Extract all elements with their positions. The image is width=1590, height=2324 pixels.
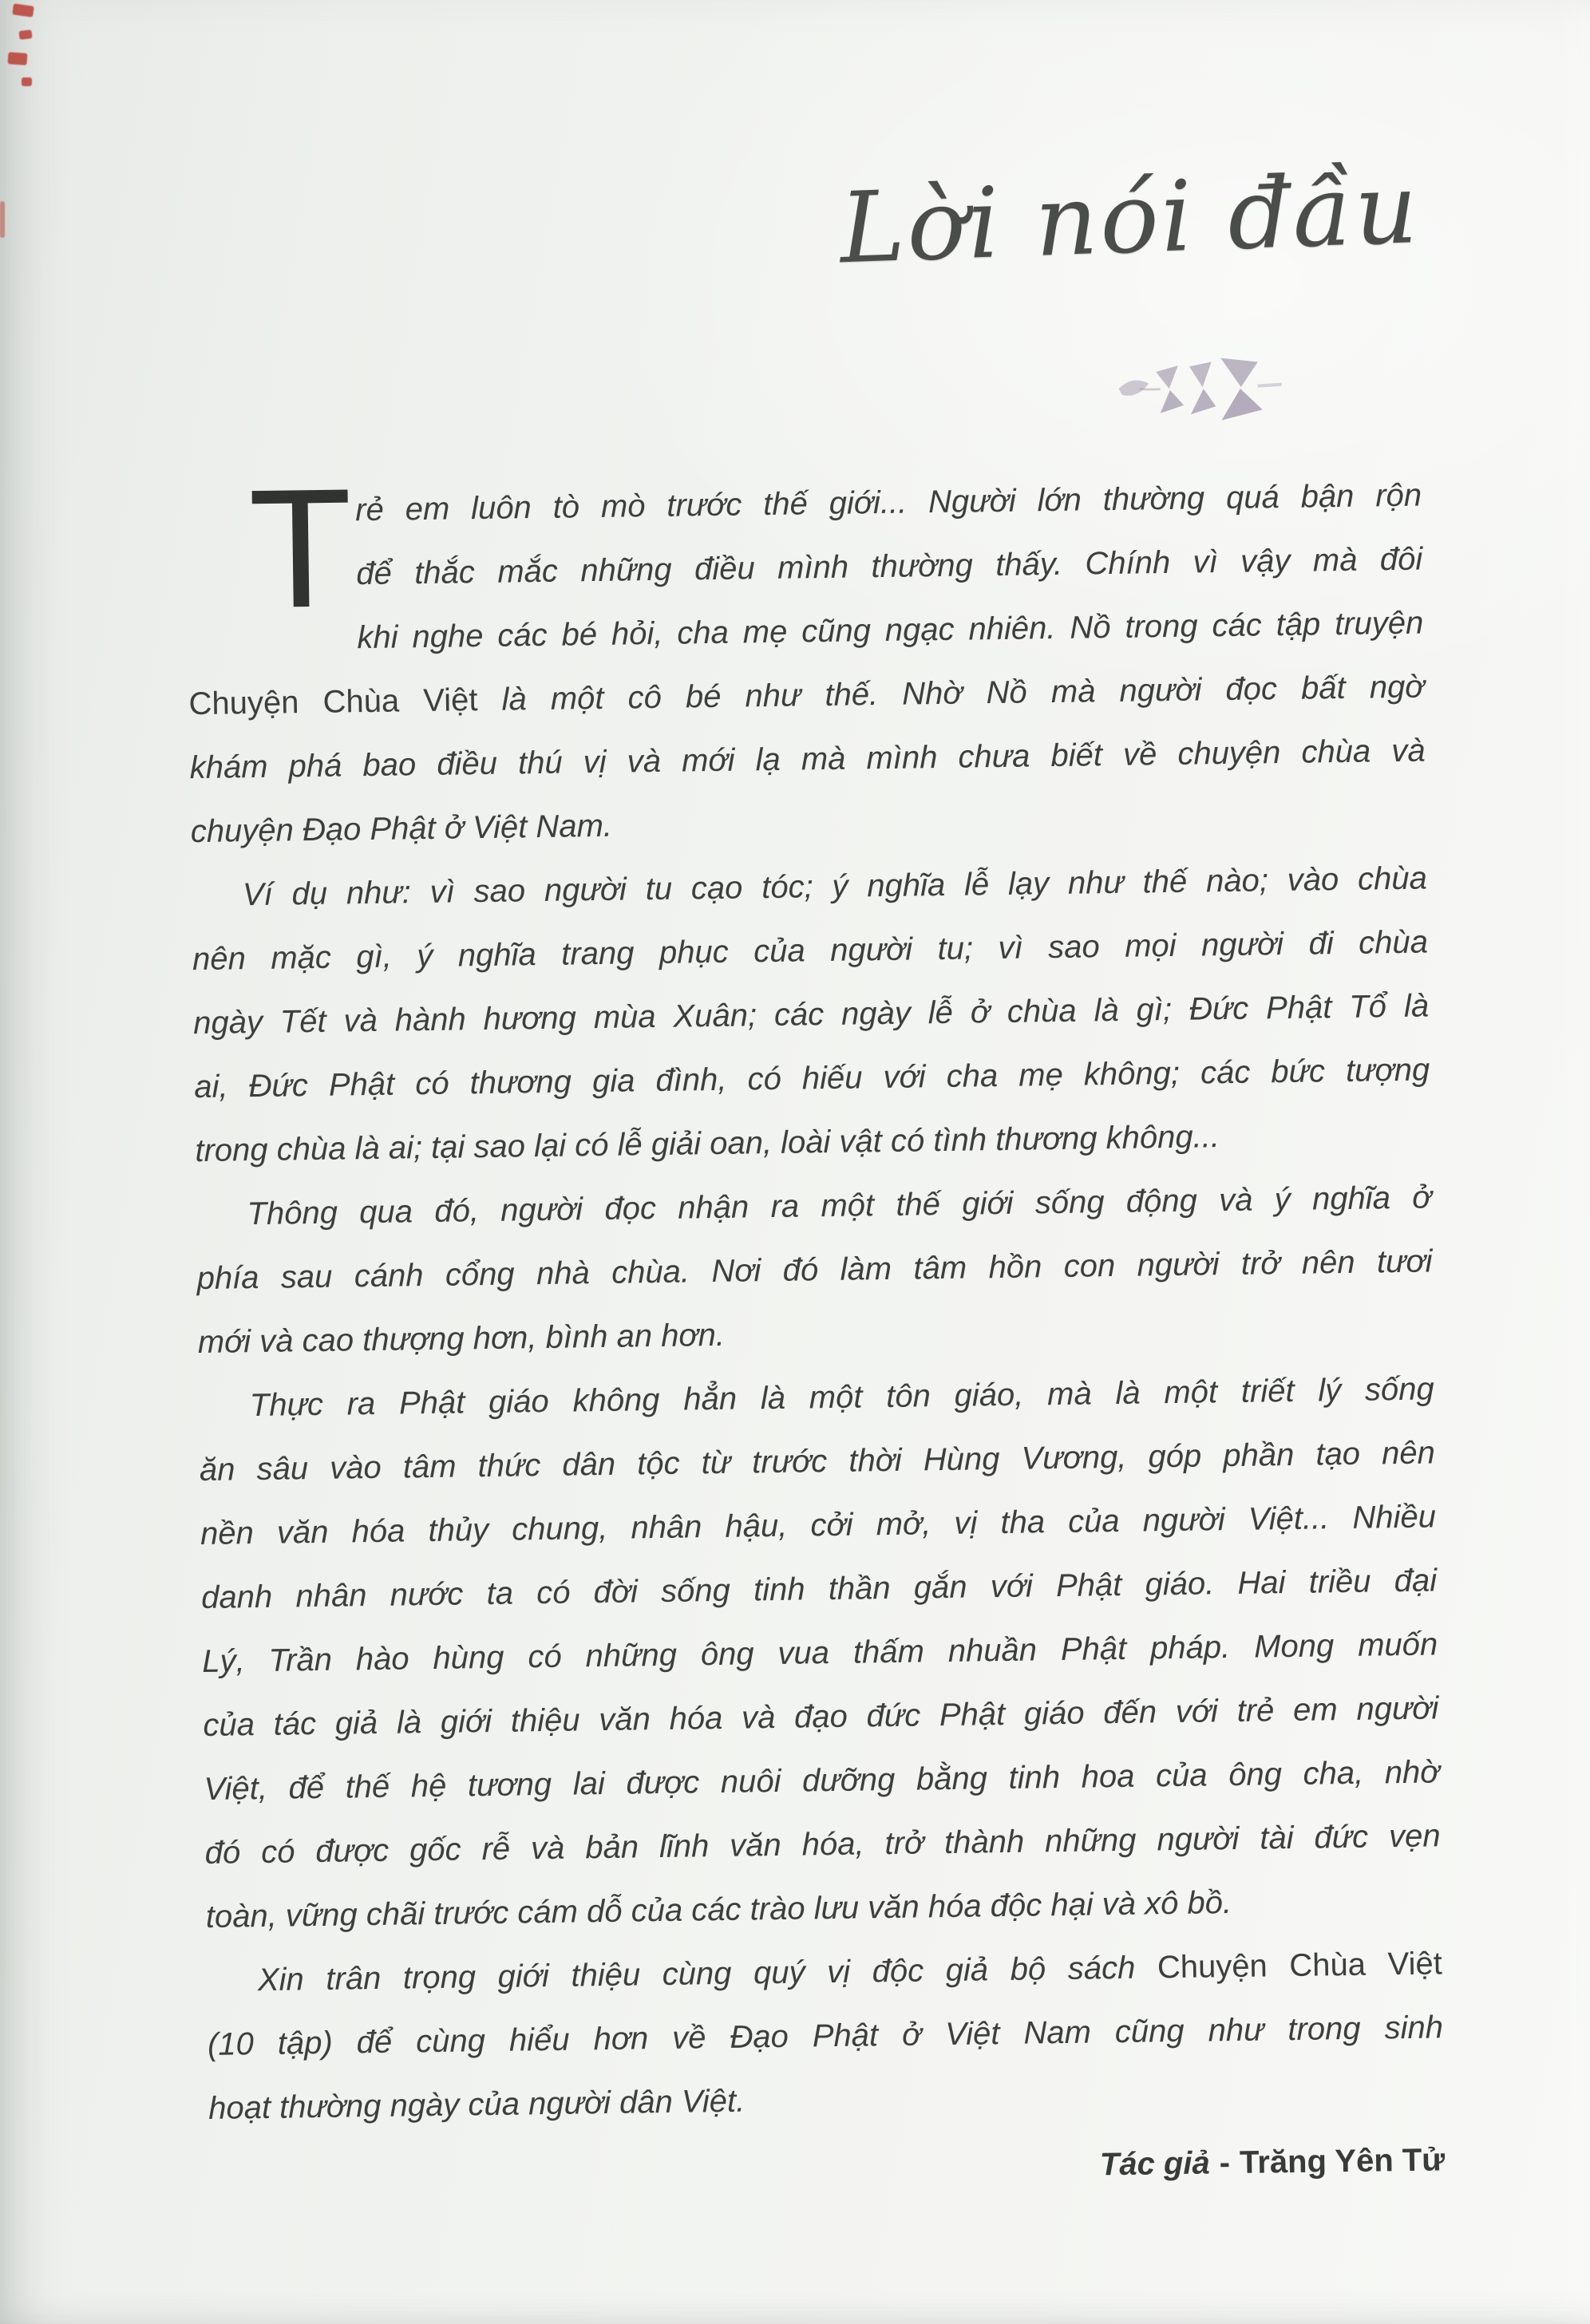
text-segment: đó có được gốc rễ và bản lĩnh văn hóa, trở thành những người tài đức vẹn: [204, 1818, 1441, 1871]
paragraph: [198, 1357, 1442, 1949]
book-title-inline: Chuyện Chùa Việt: [1157, 1946, 1443, 1986]
paragraph: [206, 1931, 1444, 2140]
text-segment: (10 tập) để cùng hiểu hơn về Đạo Phật ở Việt Nam cũng như trong sinh: [207, 2010, 1444, 2062]
text-segment: Xin trân trọng giới thiệu cùng quý vị độc giả bộ sách: [257, 1950, 1158, 1998]
text-segment: để thắc mắc những điều mình thường thấy. Chính vì vậy mà đôi: [356, 541, 1423, 592]
signature-author: Trăng Yên Tử: [1239, 2142, 1446, 2180]
text-segment: hoạt thường ngày của người dân Việt.: [208, 2083, 746, 2126]
text-segment: ngày Tết và hành hương mùa Xuân; các ngày lễ ở chùa là gì; Đức Phật Tổ là: [192, 988, 1430, 1041]
text-segment: của tác giả là giới thiệu văn hóa và đạo đức Phật giáo đến với trẻ em người: [203, 1690, 1439, 1743]
text-segment: trong chùa là ai; tại sao lại có lễ giải oan, loài vật có tình thương không...: [195, 1119, 1220, 1169]
text-segment: mới và cao thượng hơn, bình an hơn.: [197, 1317, 726, 1361]
text-segment: Lý, Trần hào hùng có những ông vua thấm nhuần Phật pháp. Mong muốn: [202, 1626, 1438, 1680]
paragraph: [191, 846, 1430, 1183]
text-segment: nền văn hóa thủy chung, nhân hậu, cởi mở, vị tha của người Việt... Nhiều: [200, 1499, 1437, 1552]
paragraph: [196, 1165, 1434, 1374]
text-segment: Thông qua đó, người đọc nhận ra một thế giới sống động và ý nghĩa ở: [247, 1180, 1432, 1232]
text-segment: chuyện Đạo Phật ở Việt Nam.: [190, 808, 613, 850]
author-signature: [209, 2128, 1446, 2209]
text-segment: Ví dụ như: vì sao người tu cạo tóc; ý nghĩa lễ lạy như thế nào; vào chùa: [242, 860, 1428, 913]
body-text: [186, 453, 1446, 2209]
page-title: Lời nói đầu: [838, 151, 1422, 286]
text-segment: khám phá bao điều thú vị và mới lạ mà mình chưa biết về chuyện chùa và: [189, 733, 1426, 786]
signature-separator: -: [1219, 2145, 1231, 2181]
flourish-ornament-icon: [1113, 350, 1286, 441]
text-segment: khi nghe các bé hỏi, cha mẹ cũng ngạc nhiên. Nồ trong các tập truyện: [357, 605, 1424, 656]
text-segment: nên mặc gì, ý nghĩa trang phục của người tu; vì sao mọi người đi chùa: [192, 924, 1429, 978]
text-segment: Việt, để thế hệ tương lai được nuôi dưỡng bằng tinh hoa của ông cha, nhờ: [204, 1754, 1440, 1807]
text-segment: rẻ em luôn tò mò trước thế giới... Người lớn thường quá bận rộn: [354, 477, 1422, 528]
paragraph: [186, 453, 1427, 864]
text-segment: là một cô bé như thế. Nhờ Nồ mà người đọc bất ngờ: [477, 669, 1425, 718]
text-segment: toàn, vững chãi trước cám dỗ của các trào lưu văn hóa độc hại và xô bồ.: [205, 1885, 1232, 1935]
text-segment: ai, Đức Phật có thương gia đình, có hiếu với cha mẹ không; các bức tượng: [193, 1052, 1430, 1105]
text-segment: danh nhân nước ta có đời sống tinh thần gắn với Phật giáo. Hai triều đại: [200, 1563, 1438, 1616]
drop-cap: T: [247, 453, 354, 644]
book-title-inline: Chuyện Chùa Việt: [188, 682, 478, 722]
text-segment: ăn sâu vào tâm thức dân tộc từ trước thời Hùng Vương, góp phần tạo nên: [199, 1435, 1436, 1488]
signature-role: Tác giả: [1099, 2145, 1211, 2183]
text-segment: Thực ra Phật giáo không hẳn là một tôn giáo, mà là một triết lý sống: [249, 1371, 1435, 1424]
text-segment: phía sau cánh cổng nhà chùa. Nơi đó làm tâm hồn con người trở nên tươi: [196, 1243, 1433, 1297]
